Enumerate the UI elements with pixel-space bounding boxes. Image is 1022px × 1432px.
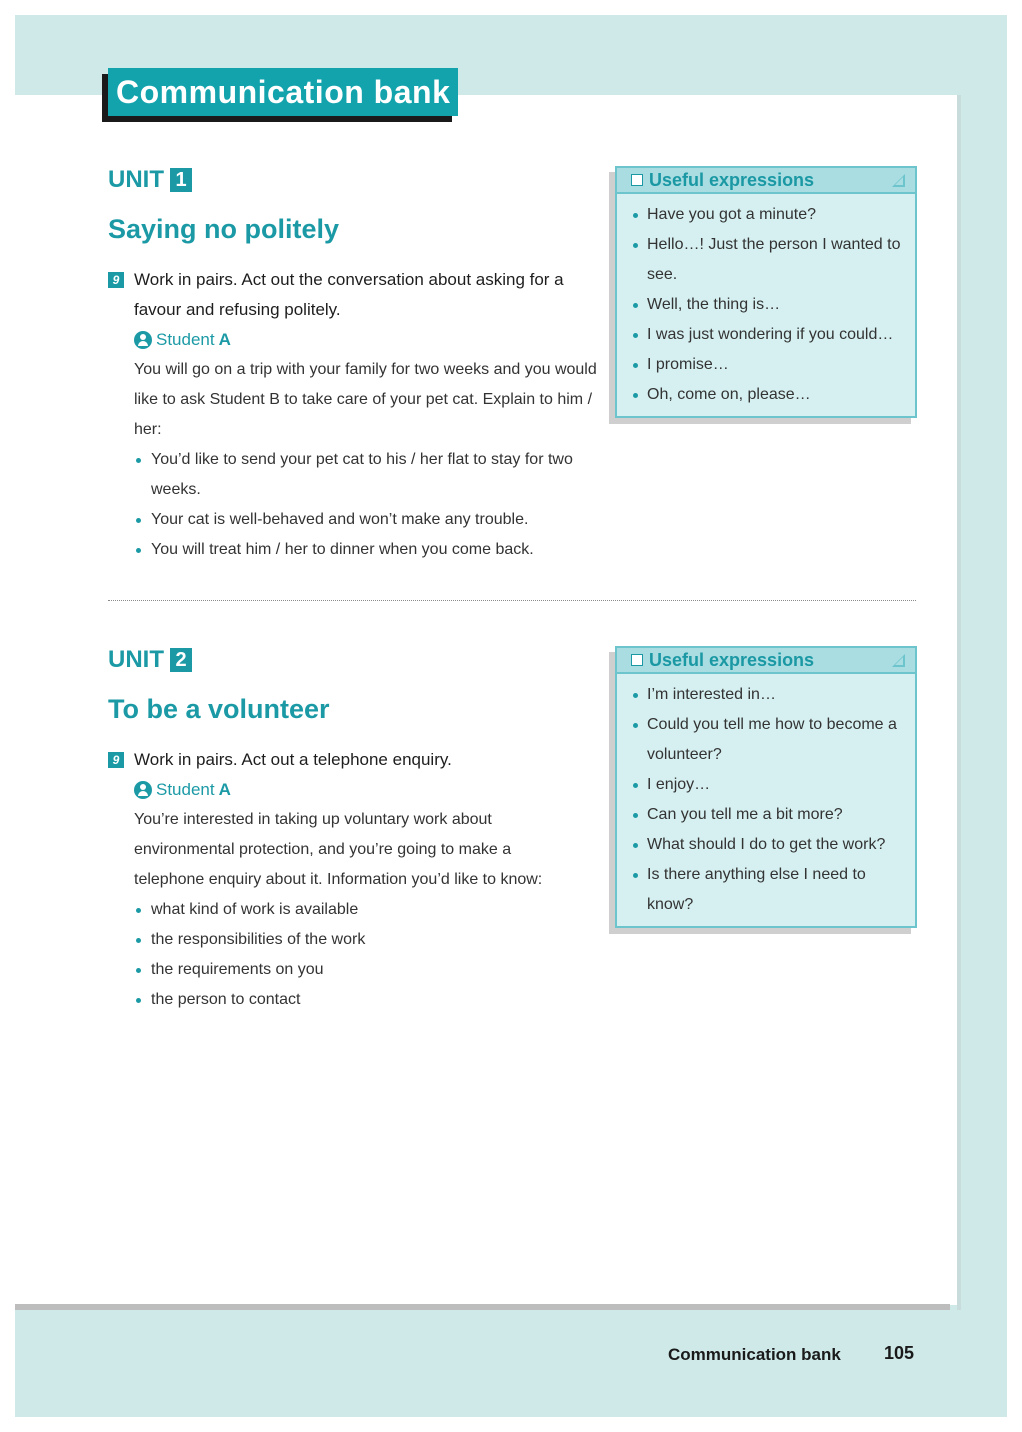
list-item: the requirements on you (151, 955, 614, 985)
list-item: You’d like to send your pet cat to his / her flat to stay for two weeks. (151, 445, 614, 505)
task-description: You’re interested in taking up voluntary work about environmental protection, and you’re going to make a telephone enquiry about it. Information you’d like to know: (134, 811, 543, 888)
student-letter: A (218, 780, 231, 799)
useful-expressions-list (617, 194, 915, 416)
student-letter: A (218, 330, 231, 349)
list-item: Can you tell me a bit more? (647, 800, 907, 830)
list-item: Your cat is well-behaved and won’t make any trouble. (151, 505, 614, 535)
useful-expressions-box-2 (615, 646, 917, 928)
useful-expressions-header (617, 168, 915, 194)
task-number-icon: 9 (108, 752, 124, 768)
unit-2-task (112, 745, 614, 1015)
unit-number: 1 (170, 168, 192, 192)
list-item: I’m interested in… (647, 680, 907, 710)
unit-number: 2 (170, 648, 192, 672)
list-item: Is there anything else I need to know? (647, 860, 907, 920)
task-number-icon: 9 (108, 272, 124, 288)
list-item: what kind of work is available (151, 895, 614, 925)
page-number: 105 (884, 1343, 915, 1363)
unit-word: UNIT (108, 166, 164, 193)
checkbox-square-icon (631, 174, 643, 186)
list-item: the responsibilities of the work (151, 925, 614, 955)
task-bullet-list (134, 895, 614, 1015)
useful-expressions-header (617, 648, 915, 674)
task-instruction: Work in pairs. Act out the conversation about asking for a favour and refusing politely. (134, 270, 564, 319)
task-instruction: Work in pairs. Act out a telephone enquiry. (134, 750, 452, 769)
student-word: Student (156, 780, 215, 799)
list-item: Well, the thing is… (647, 290, 907, 320)
bottom-rule (15, 1304, 950, 1310)
list-item: Hello…! Just the person I wanted to see. (647, 230, 907, 290)
list-item: I enjoy… (647, 770, 907, 800)
student-person-icon (134, 331, 152, 349)
corner-triangle-icon (892, 174, 905, 187)
task-bullet-list (134, 445, 614, 565)
unit-2-label (108, 646, 192, 674)
list-item: Have you got a minute? (647, 200, 907, 230)
student-person-icon (134, 781, 152, 799)
footer-title: Communication bank (668, 1345, 841, 1364)
useful-expressions-list (617, 674, 915, 926)
panel-shadow (957, 95, 961, 1310)
list-item: I promise… (647, 350, 907, 380)
student-label (134, 775, 614, 805)
list-item: Oh, come on, please… (647, 380, 907, 410)
page-title: Communication bank (108, 68, 458, 116)
corner-triangle-icon (892, 654, 905, 667)
list-item: What should I do to get the work? (647, 830, 907, 860)
list-item: I was just wondering if you could… (647, 320, 907, 350)
unit-1-task (112, 265, 614, 565)
unit-word: UNIT (108, 646, 164, 673)
unit-2-heading: To be a volunteer (108, 694, 330, 724)
useful-expressions-title: Useful expressions (649, 169, 815, 190)
unit-1-label (108, 166, 192, 194)
unit-1-heading: Saying no politely (108, 214, 340, 244)
task-description: You will go on a trip with your family for two weeks and you would like to ask Student B to take care of your pet cat. Explain to him / her: (134, 361, 597, 438)
useful-expressions-title: Useful expressions (649, 649, 815, 670)
list-item: You will treat him / her to dinner when you come back. (151, 535, 614, 565)
checkbox-square-icon (631, 654, 643, 666)
section-divider (108, 600, 916, 601)
list-item: Could you tell me how to become a volunteer? (647, 710, 907, 770)
student-label (134, 325, 614, 355)
student-word: Student (156, 330, 215, 349)
list-item: the person to contact (151, 985, 614, 1015)
useful-expressions-box-1 (615, 166, 917, 418)
